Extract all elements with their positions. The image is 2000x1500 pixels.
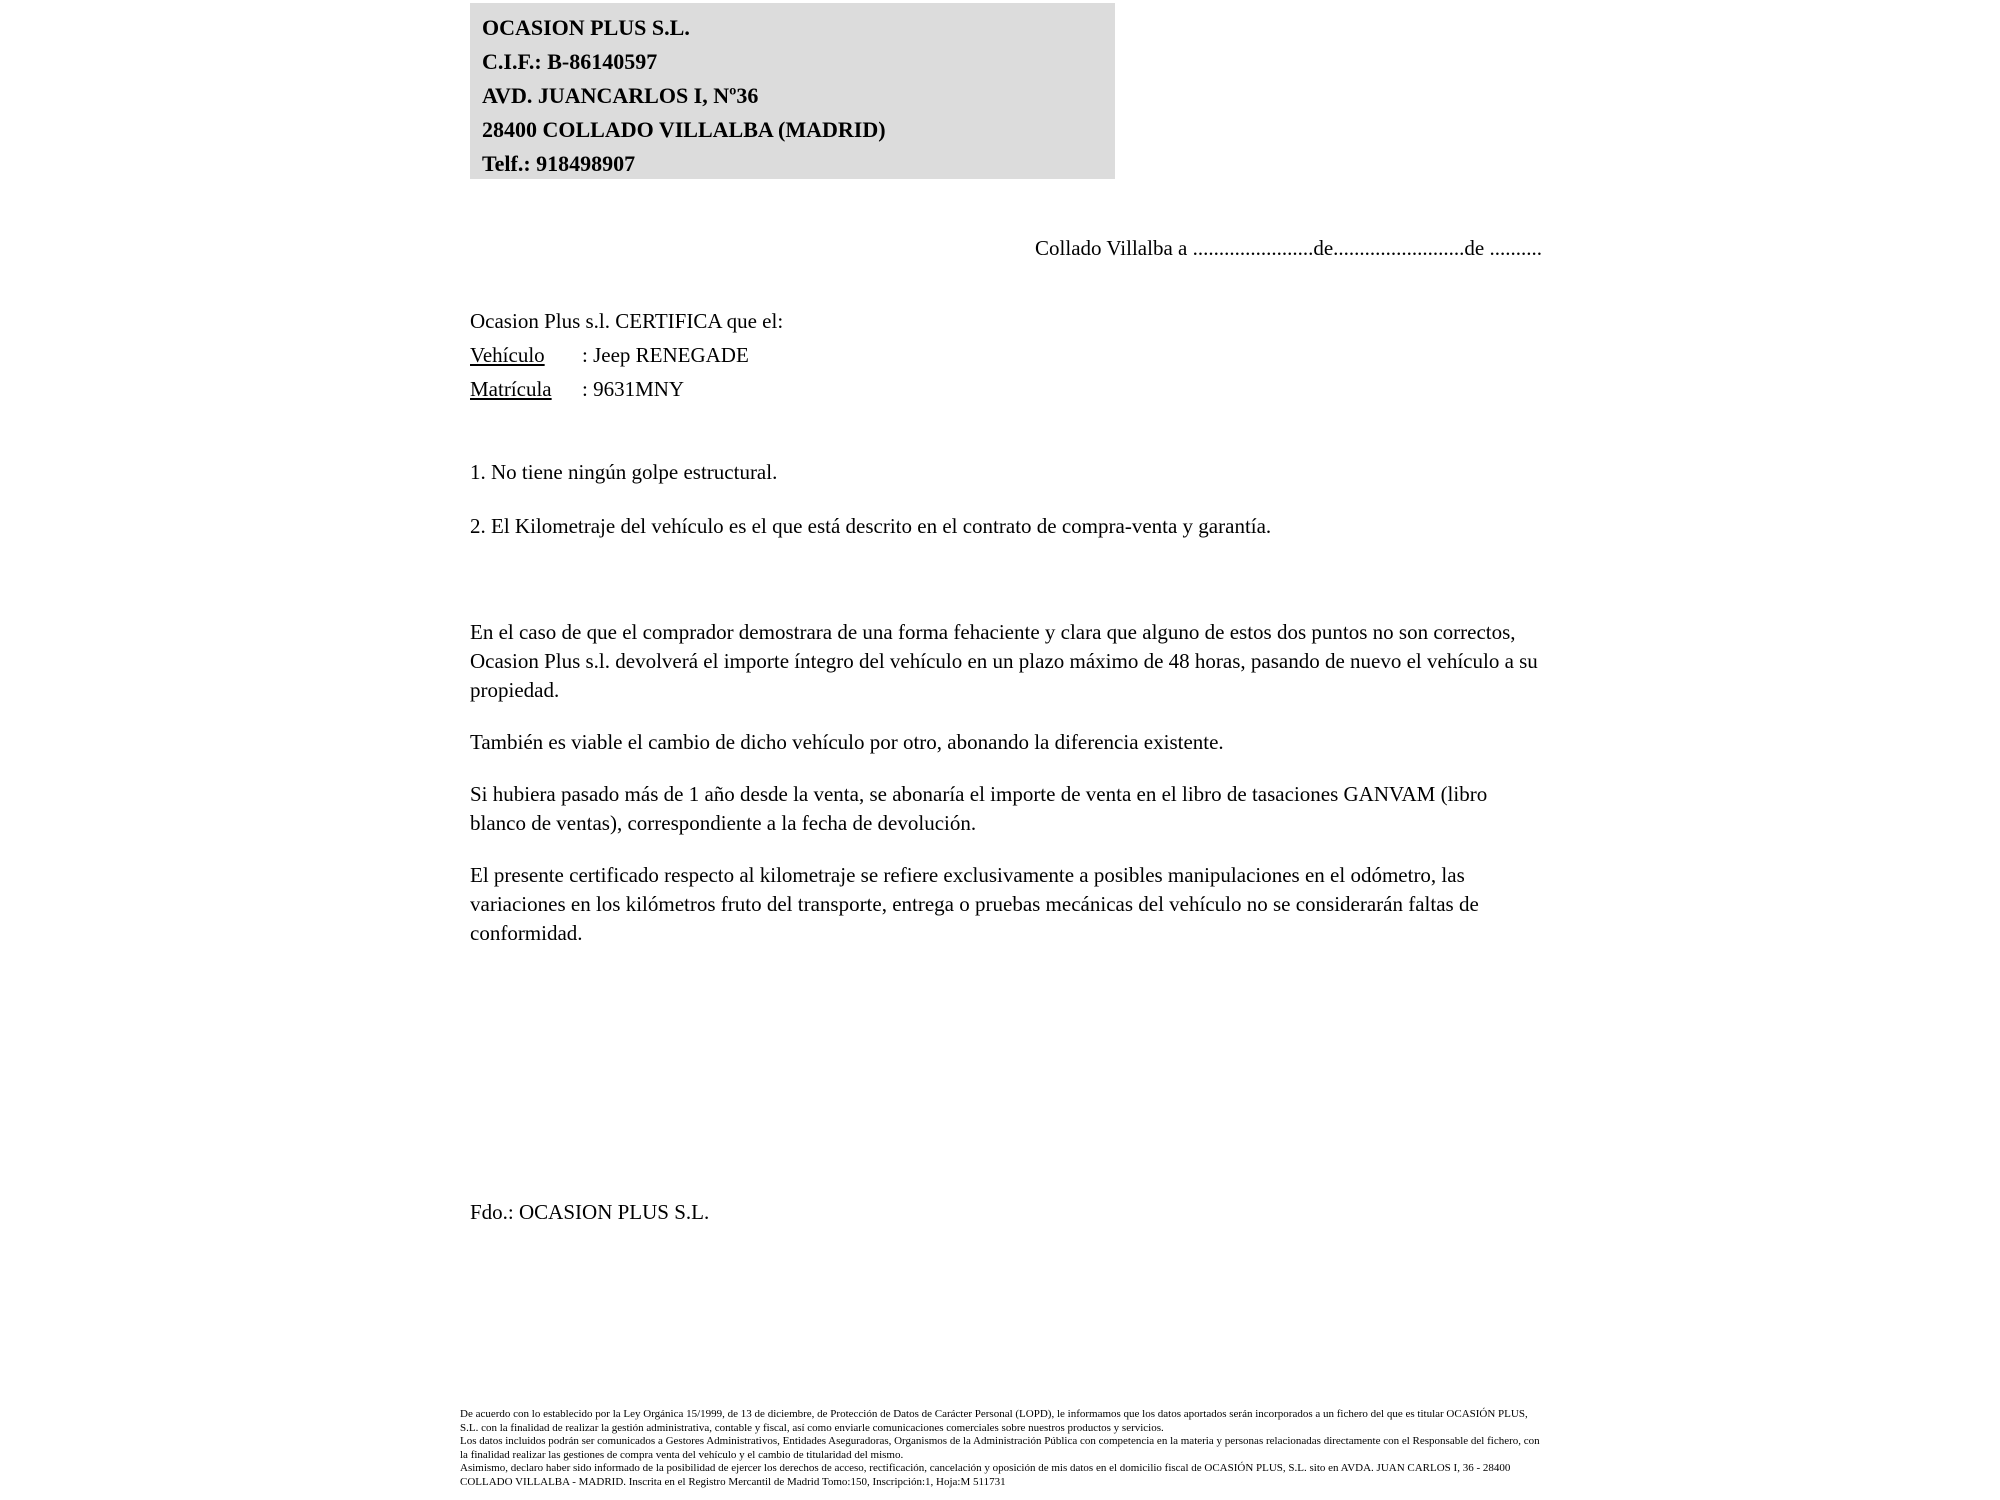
certified-point-2: 2. El Kilometraje del vehículo es el que está descrito en el contrato de compra-venta y garantía.	[470, 514, 1272, 538]
certified-point-1: 1. No tiene ningún golpe estructural.	[470, 460, 778, 484]
legal-notice	[460, 1408, 1546, 1489]
vehicle-label: Vehículo	[470, 343, 545, 367]
signature-line: Fdo.: OCASION PLUS S.L.	[470, 1200, 710, 1224]
body-paragraph-ganvam: Si hubiera pasado más de 1 año desde la venta, se abonaría el importe de venta en el libro de tasaciones GANVAM (libro blanco de ventas), correspondiente a la fecha de devolución.	[470, 782, 1488, 835]
legal-paragraph-rights: Asimismo, declaro haber sido informado de la posibilidad de ejercer los derechos de acceso, rectificación, cancelación y oposición de mis datos en el domicilio fiscal de OCASIÓN PLUS, S.L. sito en AVDA. JUAN CARLOS I, 36 - 28400 COLLADO VILLALBA - MADRID. Inscrita en el Registro Mercantil de Madrid Tomo:150, Inscripción:1, Hoja:M 511731	[460, 1462, 1511, 1488]
certification-block	[470, 304, 783, 406]
body-paragraph-exchange: También es viable el cambio de dicho vehículo por otro, abonando la diferencia existente.	[470, 730, 1224, 754]
body-text	[470, 618, 1542, 971]
company-header-block	[470, 3, 1115, 179]
vehicle-value: : Jeep RENEGADE	[582, 343, 749, 367]
legal-paragraph-data-sharing: Los datos incluidos podrán ser comunicados a Gestores Administrativos, Entidades Aseguradoras, Organismos de la Administración Pública con competencia en la materia y personas relacionadas directamente con el Responsable del fichero, con la finalidad realizar las gestiones de compra venta del vehículo y el cambio de titularidad del mismo.	[460, 1435, 1540, 1461]
legal-paragraph-lopd: De acuerdo con lo establecido por la Ley Orgánica 15/1999, de 13 de diciembre, de Protección de Datos de Carácter Personal (LOPD), le informamos que los datos aportados serán incorporados a un fichero del que es titular OCASIÓN PLUS, S.L. con la finalidad de realizar la gestión administrativa, contable y fiscal, así como enviarle comunicaciones comerciales sobre nuestros productos y servicios.	[460, 1408, 1528, 1434]
body-paragraph-odometer: El presente certificado respecto al kilometraje se refiere exclusivamente a posibles manipulaciones en el odómetro, las variaciones en los kilómetros fruto del transporte, entrega o pruebas mecánicas del vehículo no se considerarán faltas de conformidad.	[470, 863, 1479, 945]
company-cif: C.I.F.: B-86140597	[482, 49, 658, 74]
company-phone: Telf.: 918498907	[482, 151, 636, 176]
plate-row	[470, 372, 783, 406]
vehicle-row	[470, 338, 783, 372]
plate-label: Matrícula	[470, 377, 552, 401]
body-paragraph-refund: En el caso de que el comprador demostrara de una forma fehaciente y clara que alguno de estos dos puntos no son correctos, Ocasion Plus s.l. devolverá el importe íntegro del vehículo en un plazo máximo de 48 horas, pasando de nuevo el vehículo a su propiedad.	[470, 620, 1538, 702]
date-line: Collado Villalba a .......................de.........................de ..........	[1035, 236, 1542, 260]
company-address: AVD. JUANCARLOS I, Nº36	[482, 83, 759, 108]
company-name: OCASION PLUS S.L.	[482, 15, 690, 40]
certify-intro: Ocasion Plus s.l. CERTIFICA que el:	[470, 309, 784, 333]
company-city: 28400 COLLADO VILLALBA (MADRID)	[482, 117, 886, 142]
plate-value: : 9631MNY	[582, 377, 685, 401]
